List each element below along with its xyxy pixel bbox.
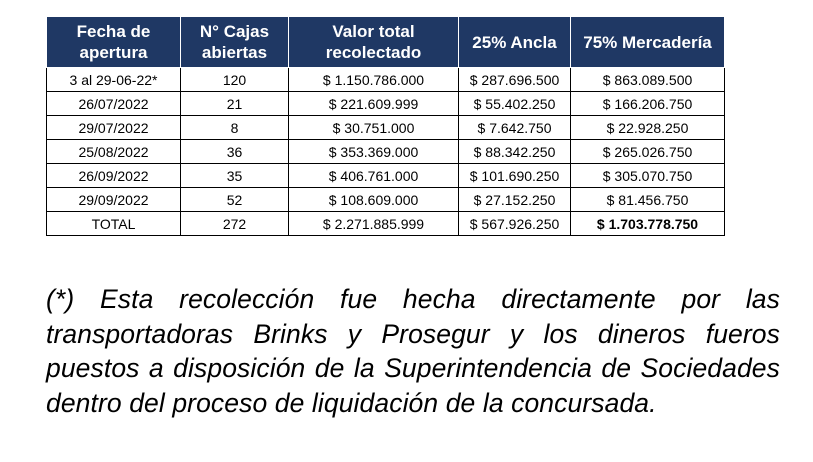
cell-cajas: 36 xyxy=(181,140,289,164)
cell-valor: $ 108.609.000 xyxy=(289,188,459,212)
cell-valor: $ 406.761.000 xyxy=(289,164,459,188)
cell-mercaderia: $ 81.456.750 xyxy=(571,188,725,212)
total-valor: $ 2.271.885.999 xyxy=(289,212,459,236)
cell-fecha: 3 al 29-06-22* xyxy=(47,68,181,92)
table-row xyxy=(47,68,725,92)
cell-mercaderia: $ 166.206.750 xyxy=(571,92,725,116)
cell-valor: $ 221.609.999 xyxy=(289,92,459,116)
footnote: (*) Esta recolección fue hecha directamente por las transportadoras Brinks y Prosegur y los dineros fueros puestos a disposición de la Superintendencia de Sociedades dentro del proceso de liquidación de la concursada. xyxy=(46,284,780,418)
total-ancla: $ 567.926.250 xyxy=(459,212,571,236)
cell-mercaderia: $ 863.089.500 xyxy=(571,68,725,92)
cell-cajas: 21 xyxy=(181,92,289,116)
collection-table xyxy=(46,16,725,236)
cell-mercaderia: $ 265.026.750 xyxy=(571,140,725,164)
cell-valor: $ 30.751.000 xyxy=(289,116,459,140)
cell-ancla: $ 27.152.250 xyxy=(459,188,571,212)
cell-ancla: $ 101.690.250 xyxy=(459,164,571,188)
cell-mercaderia: $ 22.928.250 xyxy=(571,116,725,140)
cell-cajas: 35 xyxy=(181,164,289,188)
cell-cajas: 120 xyxy=(181,68,289,92)
header-valor-total: Valor total recolectado xyxy=(289,17,459,68)
header-ancla: 25% Ancla xyxy=(459,17,571,68)
cell-valor: $ 353.369.000 xyxy=(289,140,459,164)
table-total-row xyxy=(47,212,725,236)
table-row xyxy=(47,140,725,164)
table-row xyxy=(47,92,725,116)
cell-ancla: $ 7.642.750 xyxy=(459,116,571,140)
total-cajas: 272 xyxy=(181,212,289,236)
cell-ancla: $ 287.696.500 xyxy=(459,68,571,92)
cell-valor: $ 1.150.786.000 xyxy=(289,68,459,92)
cell-mercaderia: $ 305.070.750 xyxy=(571,164,725,188)
table-row xyxy=(47,116,725,140)
table-row xyxy=(47,188,725,212)
cell-fecha: 26/09/2022 xyxy=(47,164,181,188)
cell-ancla: $ 88.342.250 xyxy=(459,140,571,164)
header-cajas-abiertas: N° Cajas abiertas xyxy=(181,17,289,68)
cell-ancla: $ 55.402.250 xyxy=(459,92,571,116)
cell-cajas: 52 xyxy=(181,188,289,212)
total-label: TOTAL xyxy=(47,212,181,236)
cell-fecha: 29/09/2022 xyxy=(47,188,181,212)
header-mercaderia: 75% Mercadería xyxy=(571,17,725,68)
cell-fecha: 25/08/2022 xyxy=(47,140,181,164)
total-mercaderia: $ 1.703.778.750 xyxy=(571,212,725,236)
cell-fecha: 29/07/2022 xyxy=(47,116,181,140)
table-header-row xyxy=(47,17,725,68)
table-row xyxy=(47,164,725,188)
cell-fecha: 26/07/2022 xyxy=(47,92,181,116)
cell-cajas: 8 xyxy=(181,116,289,140)
header-fecha-apertura: Fecha de apertura xyxy=(47,17,181,68)
